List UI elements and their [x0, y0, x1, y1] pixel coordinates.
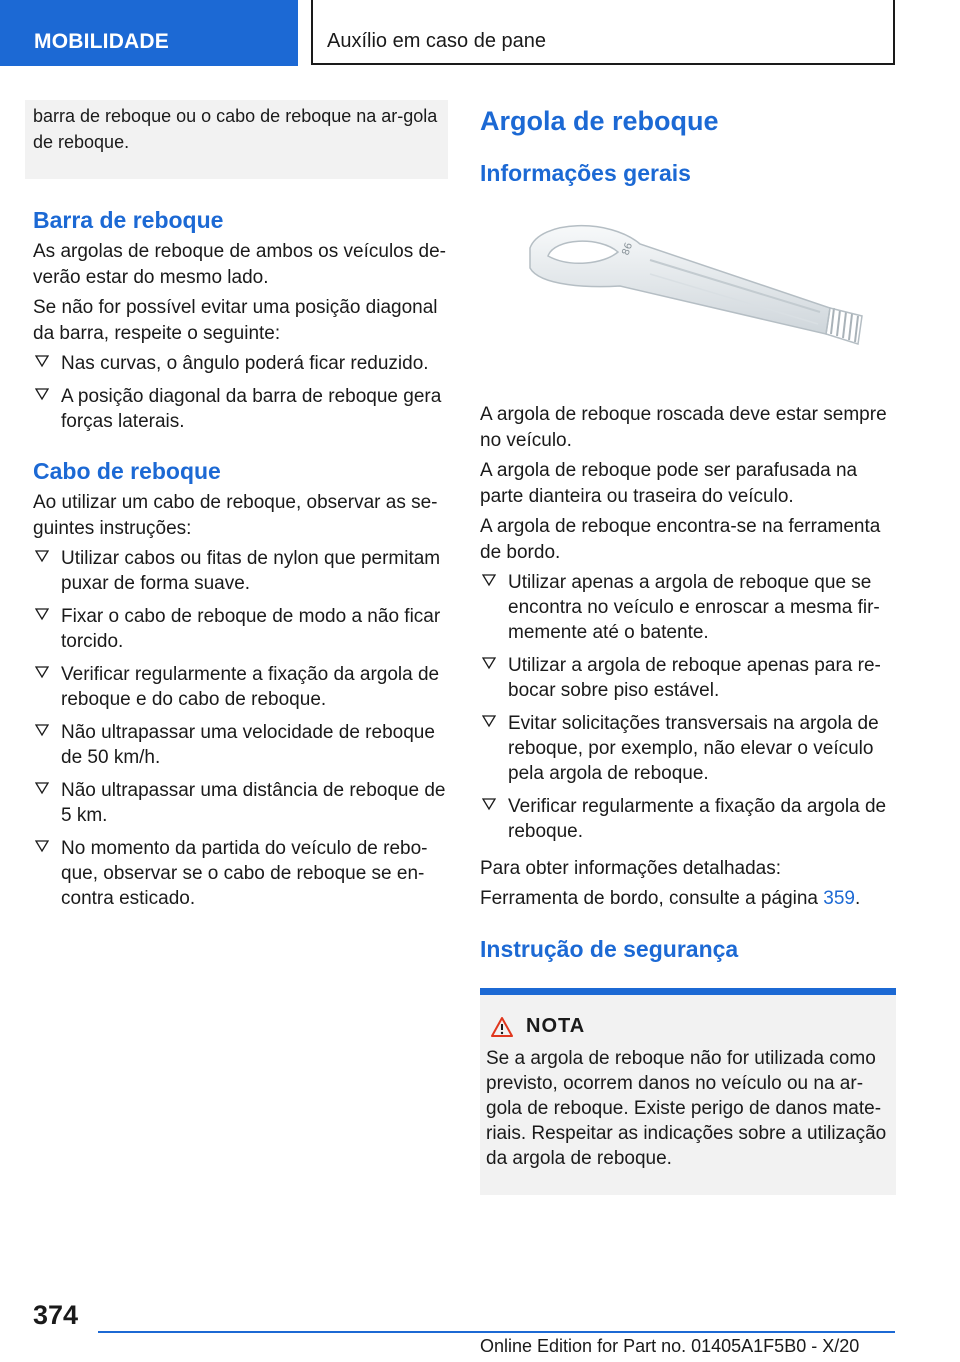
notice-text: Se a argola de reboque não for utilizada como previsto, ocorrem danos no veículo ou na ar-gola de reboque. Existe perigo de danos mate-riais. Respeitar as indicações sobre a utilização da argola de reboque. — [486, 1048, 887, 1169]
reference-prefix: Ferramenta de bordo, consulte a página — [480, 888, 824, 909]
page-reference-link[interactable]: 359 — [823, 888, 855, 909]
bullet-triangle-icon — [35, 387, 49, 401]
continued-note-text: barra de reboque ou o cabo de reboque na ar-gola de reboque. — [33, 106, 438, 152]
bullet-triangle-icon — [35, 607, 49, 621]
list-item-text: A posição diagonal da barra de reboque gera forças laterais. — [61, 386, 442, 432]
towing-eye-title: Argola de reboque — [480, 106, 719, 136]
list-item-text: Fixar o cabo de reboque de modo a não ficar torcido. — [61, 606, 441, 652]
list-item — [33, 546, 448, 596]
detail-info-paragraph: Para obter informações detalhadas: — [480, 858, 782, 879]
notice-header — [486, 1015, 888, 1038]
list-item-text: Utilizar cabos ou fitas de nylon que permitam puxar de forma suave. — [61, 548, 441, 594]
list-item-text: Evitar solicitações transversais na argola de reboque, por exemplo, não elevar o veículo pela argola de reboque. — [508, 713, 879, 784]
bullet-triangle-icon — [482, 656, 496, 670]
list-item — [480, 794, 896, 844]
tow-bar-paragraph-2: Se não for possível evitar uma posição diagonal da barra, respeite o seguinte: — [33, 297, 438, 344]
section-title: MOBILIDADE — [34, 30, 169, 53]
bullet-triangle-icon — [35, 354, 49, 368]
tow-cable-list — [33, 546, 448, 911]
page-number: 374 — [33, 1300, 79, 1330]
notice-label: NOTA — [526, 1015, 586, 1037]
list-item-text: Utilizar apenas a argola de reboque que se encontra no veículo e enroscar a mesma fir-memente até o batente. — [508, 572, 880, 643]
bullet-triangle-icon — [482, 714, 496, 728]
bullet-triangle-icon — [482, 797, 496, 811]
towing-eye-illustration — [500, 216, 870, 366]
list-item-text: Verificar regularmente a fixação da argola de reboque e do cabo de reboque. — [61, 664, 440, 710]
bullet-triangle-icon — [35, 723, 49, 737]
bullet-triangle-icon — [35, 665, 49, 679]
towing-eye-list — [480, 570, 896, 844]
chapter-tab — [311, 0, 895, 65]
bullet-triangle-icon — [35, 549, 49, 563]
list-item — [33, 836, 448, 911]
tow-cable-heading: Cabo de reboque — [33, 458, 221, 484]
tow-bar-heading: Barra de reboque — [33, 207, 224, 233]
list-item — [480, 711, 896, 786]
list-item — [480, 570, 896, 645]
engraving-label: 86 — [620, 241, 636, 258]
list-item — [33, 351, 448, 376]
right-column — [480, 100, 896, 1195]
footer-divider — [98, 1331, 895, 1333]
list-item — [33, 384, 448, 434]
tow-bar-list — [33, 351, 448, 434]
notice-box — [480, 988, 896, 1195]
section-tab — [0, 0, 298, 66]
left-column — [33, 100, 448, 919]
list-item — [33, 604, 448, 654]
list-item-text: Utilizar a argola de reboque apenas para re-bocar sobre piso estável. — [508, 655, 881, 701]
list-item-text: Não ultrapassar uma distância de reboque de 5 km. — [61, 780, 446, 826]
tow-cable-paragraph-1: Ao utilizar um cabo de reboque, observar as se-guintes instruções: — [33, 492, 438, 539]
list-item-text: No momento da partida do veículo de rebo-que, observar se o cabo de reboque se en-contra esticado. — [61, 838, 428, 909]
list-item-text: Verificar regularmente a fixação da argola de reboque. — [508, 796, 887, 842]
towing-eye-paragraph-3: A argola de reboque encontra-se na ferramenta de bordo. — [480, 516, 881, 563]
warning-triangle-icon — [490, 1016, 514, 1038]
towing-eye-paragraph-2: A argola de reboque pode ser parafusada na parte dianteira ou traseira do veículo. — [480, 460, 858, 507]
list-item — [33, 720, 448, 770]
bullet-triangle-icon — [35, 781, 49, 795]
bullet-triangle-icon — [35, 839, 49, 853]
general-info-heading: Informações gerais — [480, 160, 691, 186]
edition-note: Online Edition for Part no. 01405A1F5B0 - X/20 — [480, 1336, 860, 1356]
towing-eye-paragraph-1: A argola de reboque roscada deve estar sempre no veículo. — [480, 404, 887, 451]
safety-heading: Instrução de segurança — [480, 936, 739, 962]
list-item — [480, 653, 896, 703]
reference-suffix: . — [854, 888, 861, 909]
onboard-tools-reference — [480, 886, 896, 912]
continued-note-box — [25, 100, 448, 179]
bullet-triangle-icon — [482, 573, 496, 587]
list-item — [33, 778, 448, 828]
list-item-text: Nas curvas, o ângulo poderá ficar reduzido. — [61, 353, 429, 374]
list-item-text: Não ultrapassar uma velocidade de reboque de 50 km/h. — [61, 722, 435, 768]
chapter-title: Auxílio em caso de pane — [327, 30, 547, 52]
list-item — [33, 662, 448, 712]
tow-bar-paragraph-1: As argolas de reboque de ambos os veículos de-verão estar do mesmo lado. — [33, 241, 446, 288]
